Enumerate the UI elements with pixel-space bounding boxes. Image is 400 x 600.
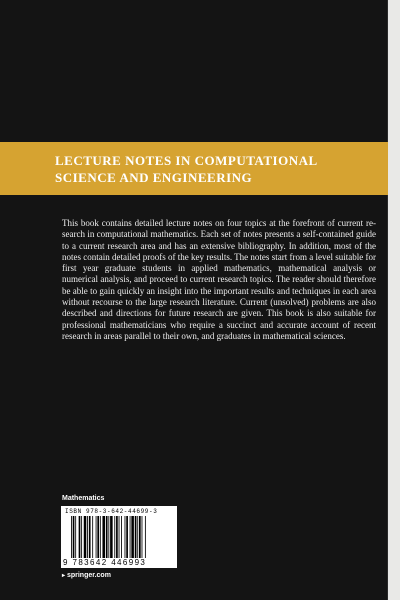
barcode-bar [89, 516, 91, 558]
barcode-bar [106, 516, 108, 558]
barcode-bar [135, 516, 137, 558]
spine-strip [388, 0, 400, 600]
barcode-bar [97, 516, 99, 558]
barcode-bar [125, 516, 126, 558]
arrow-icon: ▸ [62, 573, 66, 579]
publisher-url-text[interactable]: springer.com [66, 572, 111, 579]
barcode-bar [96, 516, 97, 558]
isbn-barcode [61, 506, 177, 568]
barcode-bar [110, 516, 113, 558]
barcode-bar [130, 516, 131, 558]
barcode-bar [126, 516, 128, 558]
barcode-bar [119, 516, 120, 558]
publisher-url[interactable] [62, 572, 111, 579]
book-description: This book contains detailed lecture notes on four topics at the forefront of current re-search in computational mathematics. Each set of notes presents a self-contained guide to a current research area and has an extensive bibliography. In addition, most of the notes contain detailed proofs of the key results. The notes start from a level suitable for first year graduate students in applied mathematics, mathematical analysis or numerical analysis, and proceed to current research topics. The reader should therefore be able to gain quickly an insight into the important results and techniques in each area without recourse to the large research literature. Current (unsolved) problems are also described and directions for future research are given. This book is also suitable for professional mathematicians who require a succinct and accurate account of recent research in areas parallel to their own, and graduates in mathematical sciences. [62, 218, 376, 341]
subject-label: Mathematics [62, 495, 105, 502]
barcode-bar [142, 516, 143, 558]
barcode-bar [75, 516, 76, 558]
barcode-bar [84, 516, 87, 558]
barcode-bar [121, 516, 122, 558]
barcode-bar [81, 516, 82, 558]
barcode-digits: 9 783642 446993 [63, 558, 147, 567]
barcode-bar [139, 516, 141, 558]
barcode-bar [79, 516, 81, 558]
barcode-bar [145, 516, 146, 558]
barcode-bar [87, 516, 88, 558]
barcode-bar [114, 516, 115, 558]
series-title: LECTURE NOTES IN COMPUTATIONAL SCIENCE AND ENGINEERING [55, 153, 317, 185]
barcode-bars [71, 516, 167, 558]
barcode-bar [102, 516, 105, 558]
barcode-bar [137, 516, 138, 558]
barcode-bar [100, 516, 101, 558]
barcode-bar [116, 516, 118, 558]
isbn-text: ISBN 978-3-642-44699-3 [65, 508, 158, 515]
barcode-bar [108, 516, 109, 558]
barcode-bar [73, 516, 75, 558]
barcode-bar [71, 516, 72, 558]
barcode-bar [131, 516, 134, 558]
barcode-bar [92, 516, 93, 558]
